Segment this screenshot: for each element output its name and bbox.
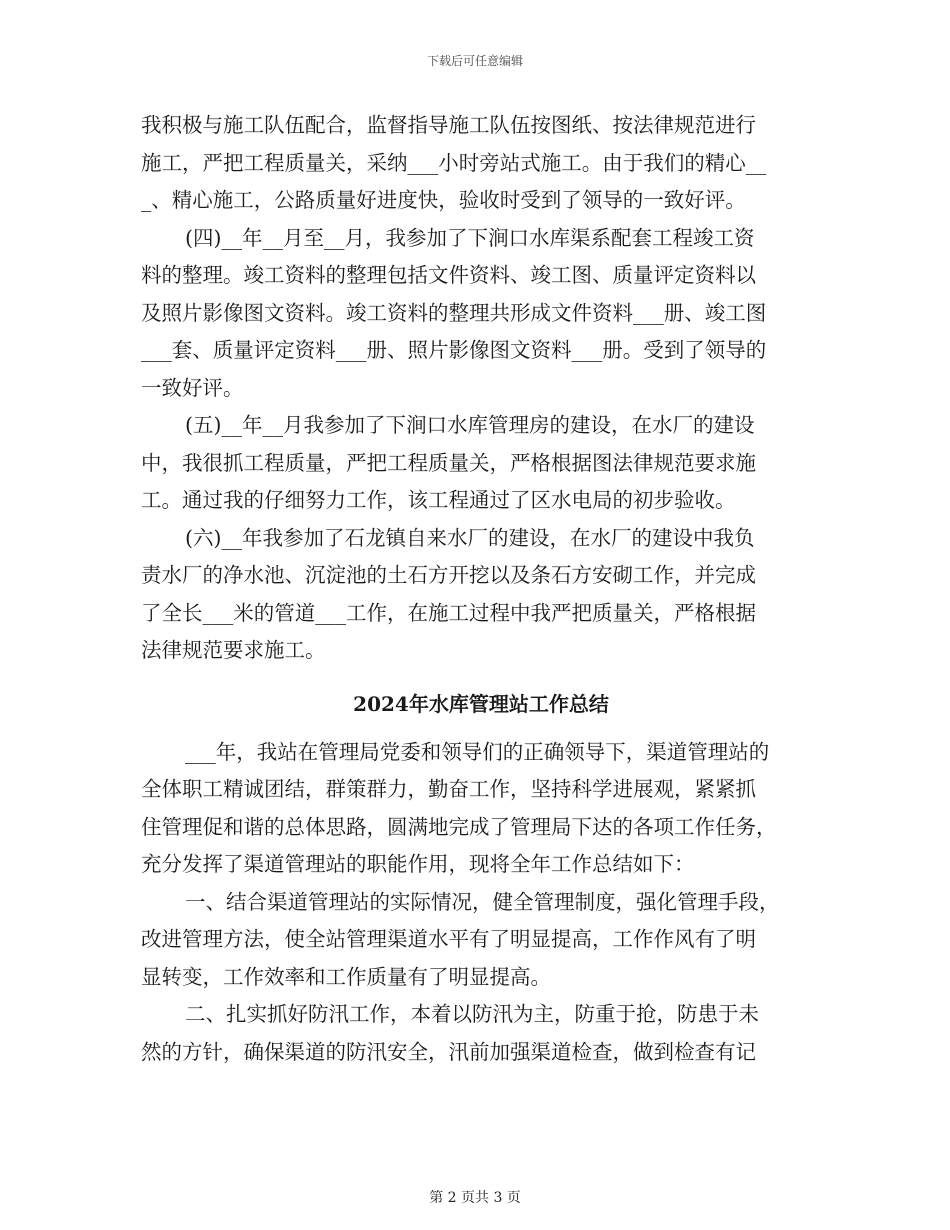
text-line: 中，我很抓工程质量，严把工程质量关，严格根据图法律规范要求施 (141, 450, 756, 475)
text-line: 料的整理。竣工资料的整理包括文件资料、竣工图、质量评定资料以 (141, 263, 756, 287)
text-line: 二、扎实抓好防汛工作，本着以防汛为主，防重于抢，防患于未 (185, 1002, 759, 1026)
text-line: 了全长___米的管道___工作，在施工过程中我严把质量关，严格根据 (141, 600, 756, 625)
page-footer: 第 2 页共 3 页 (429, 1190, 521, 1206)
paragraph-group-2 (141, 734, 821, 1072)
text-line: 充分发挥了渠道管理站的职能作用，现将全年工作总结如下： (141, 852, 695, 876)
text-line: 改进管理方法，使全站管理渠道水平有了明显提高，工作作风有了明 (141, 927, 756, 951)
text-line: 我积极与施工队伍配合，监督指导施工队伍按图纸、按法律规范进行 (141, 113, 756, 137)
text-line: 显转变，工作效率和工作质量有了明显提高。 (141, 964, 551, 989)
text-line: 一、结合渠道管理站的实际情况，健全管理制度，强化管理手段， (185, 889, 780, 914)
text-line: (五)__年__月我参加了下涧口水库管理房的建设，在水厂的建设 (185, 413, 755, 437)
section-title: 2024年水库管理站工作总结 (353, 691, 609, 716)
text-line: ___套、质量评定资料___册、照片影像图文资料___册。受到了领导的 (141, 338, 767, 362)
text-line: 责水厂的净水池、沉淀池的土石方开挖以及条石方安砌工作，并完成 (141, 563, 756, 587)
document-body (141, 107, 821, 1071)
text-line: 法律规范要求施工。 (141, 638, 326, 662)
text-line: 全体职工精诚团结，群策群力，勤奋工作，坚持科学进展观，紧紧抓 (141, 777, 756, 801)
text-line: (四)__年__月至__月，我参加了下涧口水库渠系配套工程竣工资 (185, 225, 755, 250)
paragraph-group-1 (141, 107, 821, 670)
text-line: 一致好评。 (141, 375, 244, 400)
text-line: 然的方针，确保渠道的防汛安全，汛前加强渠道检查，做到检查有记 (141, 1039, 756, 1064)
text-line: 施工，严把工程质量关，采纳___小时旁站式施工。由于我们的精心__ (141, 150, 767, 175)
page-header: 下载后可任意编辑 (426, 54, 523, 68)
text-line: 住管理促和谐的总体思路，圆满地完成了管理局下达的各项工作任务， (141, 814, 777, 839)
text-line: (六)__年我参加了石龙镇自来水厂的建设，在水厂的建设中我负 (185, 525, 755, 550)
text-line: ___年，我站在管理局党委和领导们的正确领导下，渠道管理站的 (185, 739, 770, 764)
text-line: 及照片影像图文资料。竣工资料的整理共形成文件资料___册、竣工图 (141, 300, 767, 325)
text-line: _、精心施工，公路质量好进度快，验收时受到了领导的一致好评。 (141, 188, 746, 212)
text-line: 工。通过我的仔细努力工作，该工程通过了区水电局的初步验收。 (141, 488, 736, 512)
